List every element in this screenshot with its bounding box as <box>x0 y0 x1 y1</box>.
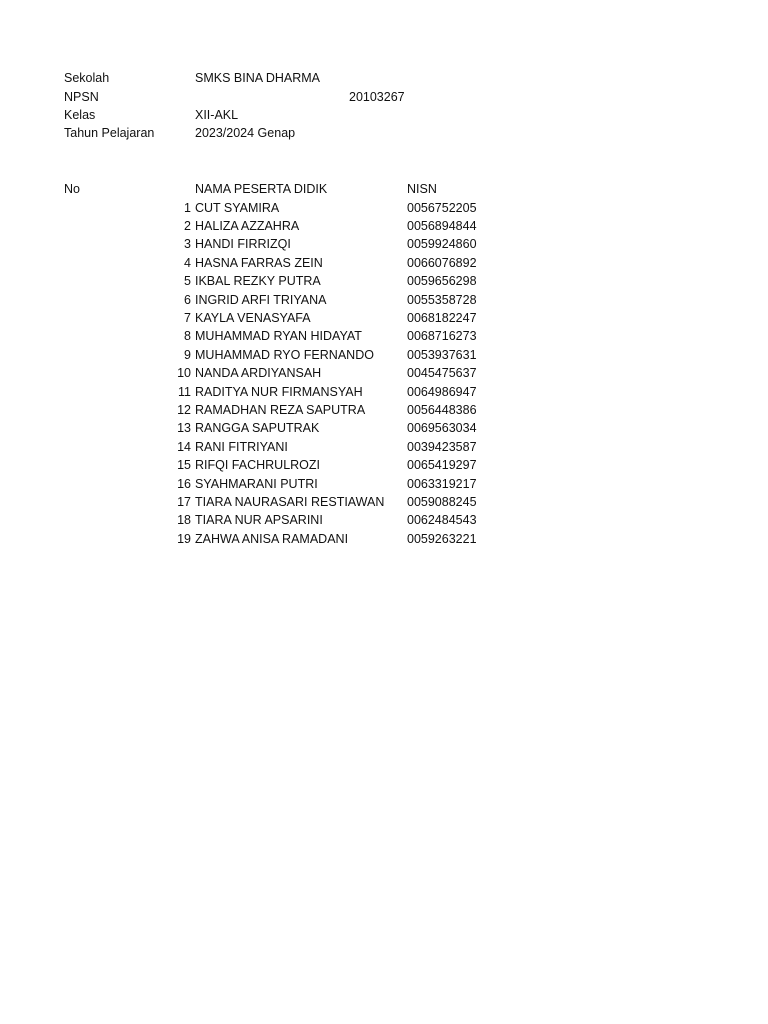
sekolah-value: SMKS BINA DHARMA <box>195 71 321 85</box>
row-nisn: 0059656298 <box>407 274 477 289</box>
row-no: 11 <box>178 384 191 399</box>
row-student-name: RAMADHAN REZA SAPUTRA <box>195 402 366 417</box>
row-student-name: MUHAMMAD RYO FERNANDO <box>195 347 374 362</box>
table-row <box>0 199 768 217</box>
table-row <box>0 475 768 493</box>
row-no: 12 <box>177 402 191 417</box>
row-nisn: 0068716273 <box>407 329 477 344</box>
table-row <box>0 383 768 401</box>
row-student-name: RIFQI FACHRULROZI <box>195 458 321 473</box>
table-row <box>0 309 768 327</box>
table-row <box>0 438 768 456</box>
sekolah-label: Sekolah <box>64 71 110 85</box>
kelas-label: Kelas <box>64 108 96 122</box>
row-student-name: SYAHMARANI PUTRI <box>195 476 318 491</box>
row-nisn: 0069563034 <box>407 421 477 436</box>
row-student-name: TIARA NAURASARI RESTIAWAN <box>195 494 385 509</box>
header-nisn: NISN <box>407 182 437 196</box>
row-nisn: 0064986947 <box>407 384 477 399</box>
row-nisn: 0059088245 <box>407 494 477 509</box>
row-no: 1 <box>184 200 191 215</box>
table-row <box>0 511 768 529</box>
row-nisn: 0059924860 <box>407 237 477 252</box>
table-row <box>0 419 768 437</box>
info-row-tahun <box>0 124 768 142</box>
row-student-name: HASNA FARRAS ZEIN <box>195 255 323 270</box>
row-no: 14 <box>177 439 191 454</box>
row-student-name: HALIZA AZZAHRA <box>195 218 300 233</box>
row-no: 6 <box>184 292 191 307</box>
table-row <box>0 272 768 290</box>
row-student-name: RADITYA NUR FIRMANSYAH <box>195 384 363 399</box>
row-student-name: IKBAL REZKY PUTRA <box>195 274 321 289</box>
row-nisn: 0063319217 <box>407 476 477 491</box>
row-no: 5 <box>184 274 191 289</box>
row-student-name: HANDI FIRRIZQI <box>195 237 291 252</box>
row-student-name: CUT SYAMIRA <box>195 200 280 215</box>
table-row <box>0 254 768 272</box>
info-row-sekolah <box>0 69 768 87</box>
row-nisn: 0065419297 <box>407 458 477 473</box>
row-no: 4 <box>184 255 191 270</box>
info-row-npsn <box>0 88 768 106</box>
row-nisn: 0066076892 <box>407 255 477 270</box>
row-nisn: 0068182247 <box>407 310 477 325</box>
row-nisn: 0056752205 <box>407 200 477 215</box>
row-no: 15 <box>177 458 191 473</box>
row-nisn: 0056448386 <box>407 402 477 417</box>
row-no: 18 <box>177 513 191 528</box>
tahun-value: 2023/2024 Genap <box>195 126 296 140</box>
header-name: NAMA PESERTA DIDIK <box>195 182 328 196</box>
npsn-label: NPSN <box>64 90 99 104</box>
kelas-value: XII-AKL <box>195 108 239 122</box>
row-nisn: 0059263221 <box>407 531 477 546</box>
header-no: No <box>64 182 80 196</box>
row-nisn: 0056894844 <box>407 218 477 233</box>
table-row <box>0 217 768 235</box>
table-row <box>0 235 768 253</box>
row-no: 19 <box>177 531 191 546</box>
table-row <box>0 401 768 419</box>
info-row-kelas <box>0 106 768 124</box>
row-no: 10 <box>177 366 191 381</box>
row-nisn: 0062484543 <box>407 513 477 528</box>
table-row <box>0 327 768 345</box>
row-no: 8 <box>184 329 191 344</box>
row-no: 17 <box>177 494 191 509</box>
row-student-name: MUHAMMAD RYAN HIDAYAT <box>195 329 362 344</box>
table-row <box>0 364 768 382</box>
row-no: 7 <box>184 310 191 325</box>
row-no: 2 <box>184 218 191 233</box>
row-no: 9 <box>184 347 191 362</box>
row-nisn: 0045475637 <box>407 366 477 381</box>
row-student-name: RANGGA SAPUTRAK <box>195 421 320 436</box>
tahun-label: Tahun Pelajaran <box>64 126 155 140</box>
row-student-name: KAYLA VENASYAFA <box>195 310 311 325</box>
row-no: 16 <box>177 476 191 491</box>
row-no: 13 <box>177 421 191 436</box>
npsn-value: 20103267 <box>349 90 405 104</box>
row-nisn: 0055358728 <box>407 292 477 307</box>
table-row <box>0 291 768 309</box>
row-student-name: RANI FITRIYANI <box>195 439 288 454</box>
row-nisn: 0053937631 <box>407 347 477 362</box>
row-student-name: NANDA ARDIYANSAH <box>195 366 322 381</box>
row-student-name: ZAHWA ANISA RAMADANI <box>195 531 349 546</box>
table-header-row <box>0 180 768 198</box>
row-no: 3 <box>184 237 191 252</box>
row-student-name: INGRID ARFI TRIYANA <box>195 292 327 307</box>
table-row <box>0 493 768 511</box>
table-row <box>0 456 768 474</box>
table-row <box>0 530 768 548</box>
row-student-name: TIARA NUR APSARINI <box>195 513 323 528</box>
row-nisn: 0039423587 <box>407 439 477 454</box>
table-row <box>0 346 768 364</box>
